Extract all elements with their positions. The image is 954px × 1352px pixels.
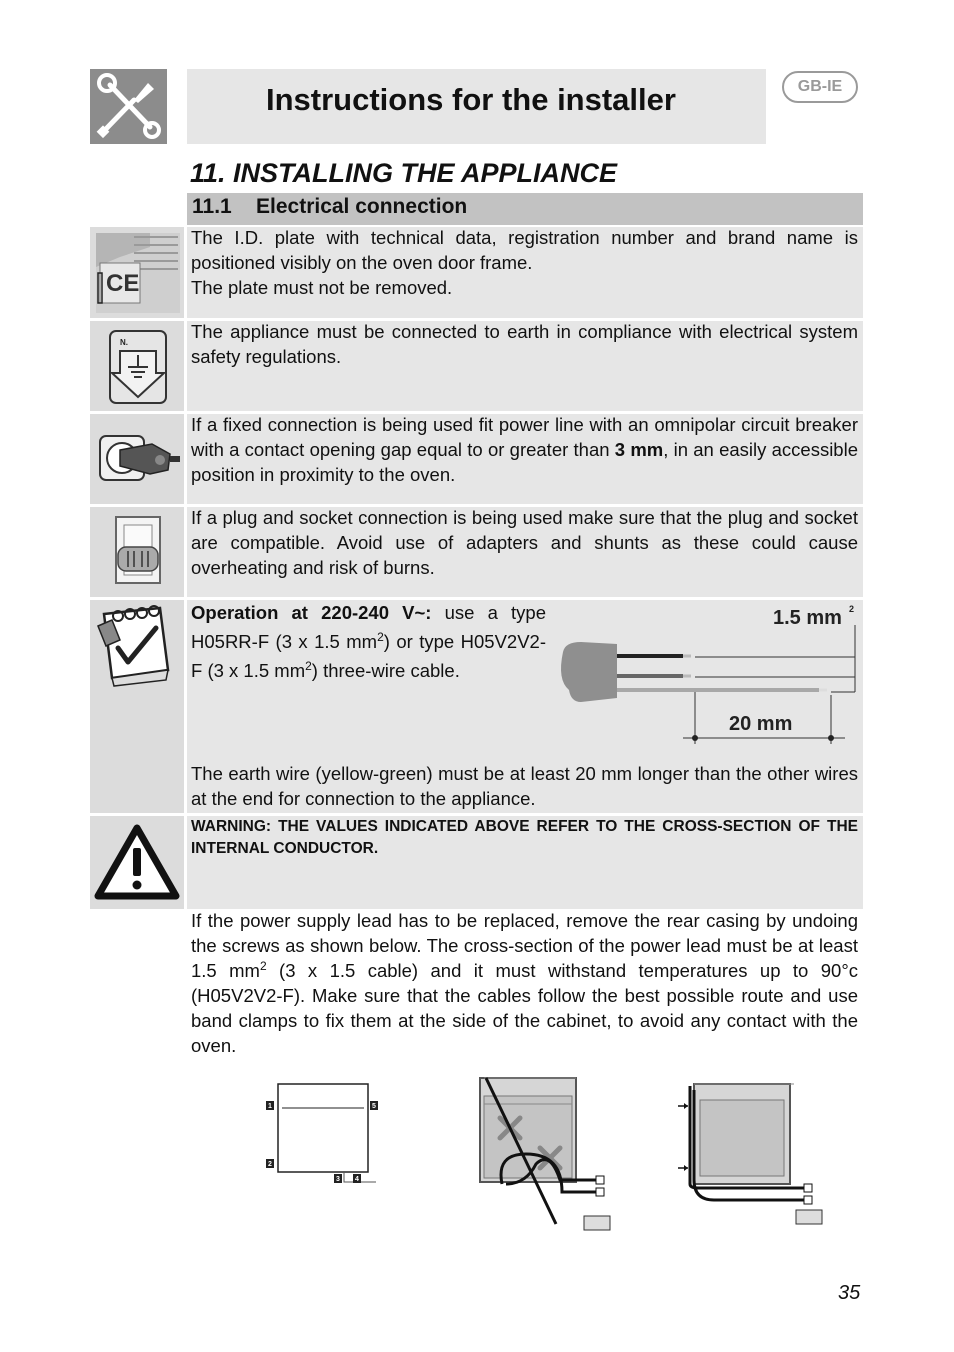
language-badge: GB-IE [782,71,858,103]
id-plate-text: The I.D. plate with technical data, registration number and brand name is positioned visibly on the oven door frame. [191,227,858,273]
page-number: 35 [838,1282,861,1304]
svg-text:1.5 mm: 1.5 mm [773,607,842,629]
plug-socket-text: If a plug and socket connection is being used make sure that the plug and socket are compatible. Avoid use of adapters and shunts as these could cause overheating and risk of burns. [191,507,858,578]
subsection-title: Electrical connection [256,195,468,218]
wall-socket-icon [90,507,184,597]
operation-row [187,600,863,813]
page-title: Instructions for the installer [266,82,676,117]
warning-text: WARNING: THE VALUES INDICATED ABOVE REFER TO THE CROSS-SECTION OF THE INTERNAL CONDUCTOR. [191,818,858,857]
warning-triangle-icon [90,816,184,909]
subsection-number: 11.1 [192,195,232,218]
earth-plate-label: N. [120,338,128,347]
tools-icon [90,69,167,144]
id-plate-note: The plate must not be removed. [191,277,453,298]
section-title: 11. INSTALLING THE APPLIANCE [190,158,618,188]
warning-row [187,816,863,909]
svg-text:5: 5 [372,1103,376,1110]
wrong-cable-route-figure [466,1074,616,1236]
svg-text:20 mm: 20 mm [729,713,793,735]
earth-row [187,321,863,411]
svg-text:3: 3 [336,1176,340,1183]
fixed-connection-row [187,414,863,504]
fixed-connection-text: If a fixed connection is being used fit power line with an omnipolar circuit breaker with a contact opening gap equal to or greater than 3 mm, in an easily accessible position in proximity to the oven. [191,414,858,485]
svg-text:1: 1 [268,1103,272,1110]
cable-diagram [555,600,861,750]
svg-text:CE: CE [106,270,140,297]
earth-ground-icon [90,321,184,411]
plug-socket-icon [90,414,184,504]
earth-wire-text: The earth wire (yellow-green) must be at least 20 mm longer than the other wires at the end for connection to the appliance. [191,763,858,809]
svg-text:2: 2 [849,604,855,614]
rear-casing-screws-figure [264,1080,382,1190]
svg-text:4: 4 [355,1176,359,1183]
earth-text: The appliance must be connected to earth in compliance with electrical system safety regulations. [191,321,858,367]
operation-text: Operation at 220-240 V~: use a type H05RR-F (3 x 1.5 $mm^2$) or type H05V2V2-F (3 x 1.5 $mm^2$) three-wire cable. [191,602,546,681]
ce-plate-icon [90,227,184,318]
id-plate-row [187,227,863,318]
plug-socket-row [187,507,863,597]
svg-text:2: 2 [268,1161,272,1168]
replace-lead-text: If the power supply lead has to be replaced, remove the rear casing by undoing the screws as shown below. The cross-section of the power lead must be at least 1.5 $mm^2$ (3 x 1.5 cable) and it must withstand temperatures up to 90°c (H05V2V2-F). Make sure that the cables follow the best possible route and use band clamps to fix them at the side of the cabinet, to avoid any contact with the oven. [191,910,858,1056]
notepad-check-icon [90,600,184,813]
correct-cable-route-figure [674,1076,824,1226]
